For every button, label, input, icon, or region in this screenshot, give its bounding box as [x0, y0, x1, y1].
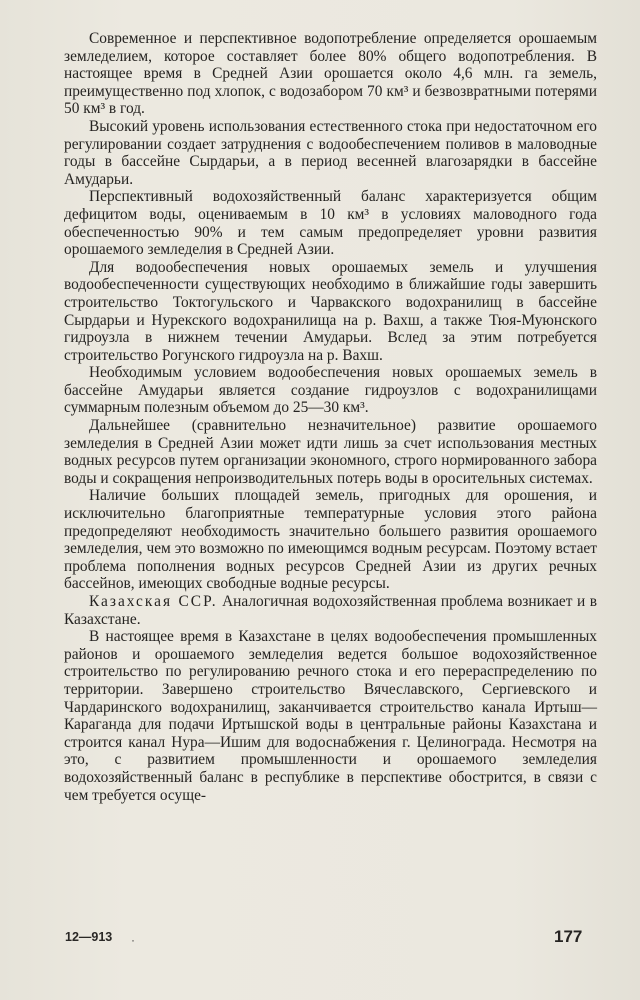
paragraph: Для водообеспечения новых орошаемых земель и улучшения водообеспеченности существующих необходимо в ближайшие годы завершить строительство Токтогульского и Чарвакского водохранилищ в бассейне Сырдарьи и Нурекского водохранилища на р. Вахш, а также Тюя-Муюнского гидроузла в нижнем течении Амударьи. Вслед за этим потребуется строительство Рогунского гидроузла на р. Вахш.: [64, 258, 597, 364]
paragraph: Современное и перспективное водопотребление определяется орошаемым земледелием, которое составляет более 80% общего водопотребления. В настоящее время в Средней Азии орошается около 4,6 млн. га земель, преимущественно под хлопок, с водозабором 70 км³ и безвозвратными потерями 50 км³ в год.: [64, 30, 597, 118]
paragraph: Наличие больших площадей земель, пригодных для орошения, и исключительно благоприятные температурные условия этого района предопределяют необходимость значительно большего развития орошаемого земледелия, чем это возможно по имеющимся водным ресурсам. Поэтому встает проблема пополнения водных ресурсов Средней Азии из других речных бассейнов, имеющих свободные водные ресурсы.: [64, 487, 597, 593]
page-number: 177: [554, 927, 583, 946]
paragraph: Необходимым условием водообеспечения новых орошаемых земель в бассейне Амударьи является создание гидроузлов с водохранилищами суммарным полезным объемом до 25—30 км³.: [64, 364, 597, 417]
printer-signature: 12—913: [65, 930, 113, 944]
footer-mark: ·: [131, 933, 135, 947]
section-heading: Казахская ССР.: [89, 593, 218, 610]
paragraph: Перспективный водохозяйственный баланс характеризуется общим дефицитом воды, оцениваемым в 10 км³ в условиях маловодного года обеспеченностью 90% и тем самым предопределяет уровни развития орошаемого земледелия в Средней Азии.: [64, 188, 597, 259]
body-text: [64, 30, 597, 804]
paragraph: Высокий уровень использования естественного стока при недостаточном его регулировании создает затруднения с водообеспечением поливов в маловодные годы в бассейне Сырдарьи, а в период весенней влагозарядки в бассейне Амударьи.: [64, 117, 597, 188]
paragraph: [64, 593, 597, 628]
paragraph-text: Аналогичная водохозяйственная проблема возникает и в Казахстане.: [64, 593, 598, 628]
paragraph: Дальнейшее (сравнительно незначительное) развитие орошаемого земледелия в Средней Азии может идти лишь за счет использования местных водных ресурсов путем организации экономного, строго нормированного забора воды и сокращения непроизводительных потерь воды в оросительных системах.: [64, 417, 597, 487]
paragraph: В настоящее время в Казахстане в целях водообеспечения промышленных районов и орошаемого земледелия ведется большое водохозяйственное строительство по регулированию речного стока и его перераспределению по территории. Завершено строительство Вячеславского, Сергиевского и Чардаринского водохранилищ, заканчивается строительство канала Иртыш—Караганда для подачи Иртышской воды в центральные районы Казахстана и строится канал Нура—Ишим для водоснабжения г. Целинограда. Несмотря на это, с развитием промышленности и орошаемого земледелия водохозяйственный баланс в республике в перспективе обострится, в связи с чем требуется осуще-: [64, 628, 597, 804]
